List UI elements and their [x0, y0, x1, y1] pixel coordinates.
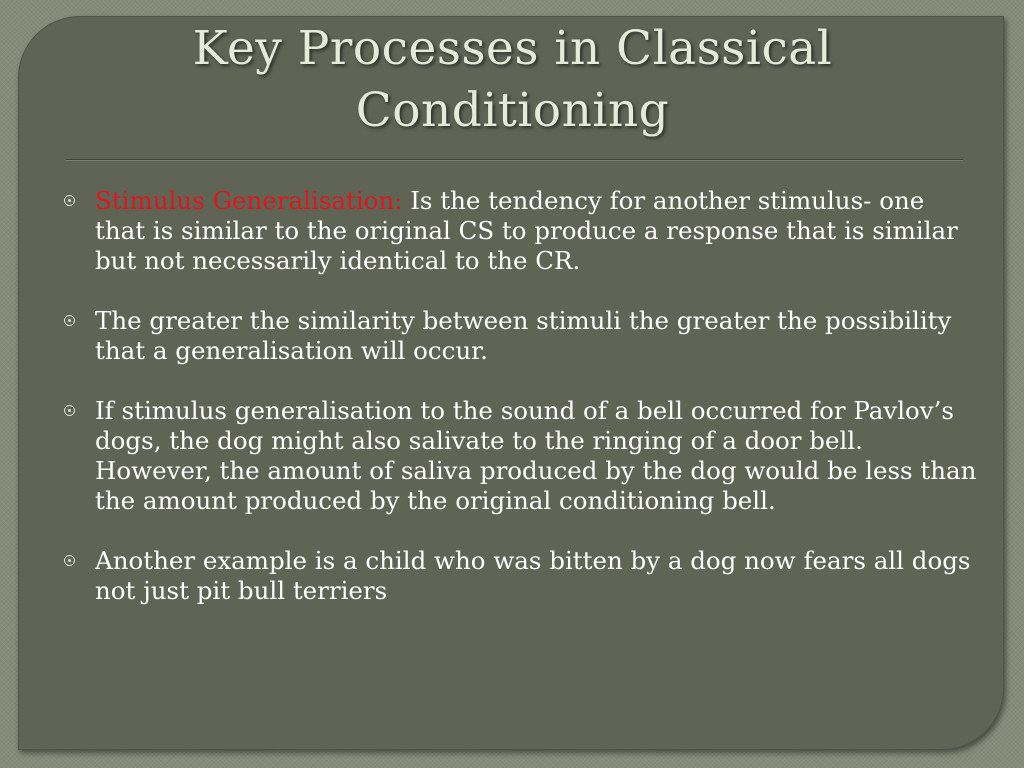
target-bullet-icon: [64, 195, 75, 206]
bullet-item: [62, 546, 977, 606]
bullet-item: [62, 306, 977, 366]
bullet-list: [62, 186, 977, 636]
slide-title: Key Processes in Classical Conditioning: [192, 21, 833, 138]
title-divider: [66, 159, 963, 161]
target-bullet-icon: [64, 555, 75, 566]
bullet-item: [62, 186, 977, 276]
target-bullet-icon: [64, 315, 75, 326]
bullet-text: Another example is a child who was bitten by a dog now fears all dogs not just pit bull terriers: [95, 546, 971, 605]
term-highlight: Stimulus Generalisation:: [95, 186, 403, 215]
bullet-text: If stimulus generalisation to the sound of a bell occurred for Pavlov’s dogs, the dog might also salivate to the ringing of a door bell. However, the amount of saliva produced by the dog would be less than the amount produced by the original conditioning bell.: [95, 396, 977, 515]
bullet-text: Is the tendency for another stimulus- one that is similar to the original CS to produce a response that is similar but not necessarily identical to the CR.: [95, 186, 958, 275]
bullet-text: The greater the similarity between stimuli the greater the possibility that a generalisation will occur.: [95, 306, 952, 365]
bullet-item: [62, 396, 977, 516]
target-bullet-icon: [64, 405, 75, 416]
